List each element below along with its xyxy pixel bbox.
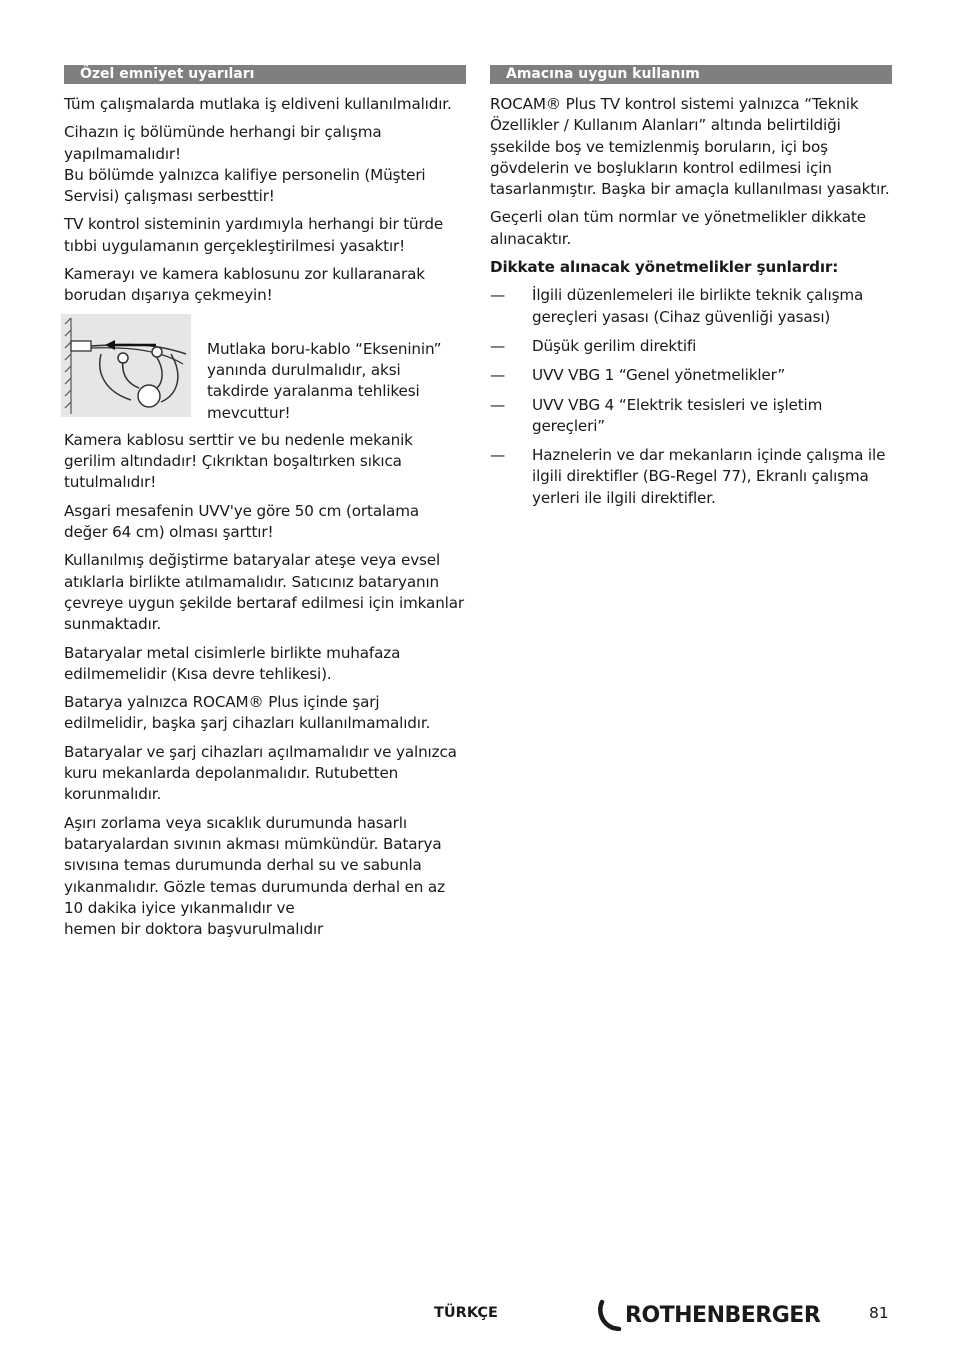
cable-tension-paragraph: Kamera kablosu serttir ve bu nedenle mekanik gerilim altındadır! Çıkrıktan boşaltırken sıkıca tutulmalıdır! [64, 430, 413, 492]
list-item [490, 395, 892, 438]
brand-name: ROTHENBERGER [625, 1302, 821, 1328]
list-item-text: Düşük gerilim direktifi [532, 336, 697, 355]
interior-work-line-1: Cihazın iç bölümünde herhangi bir çalışma yapılmamalıdır! [64, 123, 382, 163]
battery-opening-paragraph: Bataryalar ve şarj cihazları açılmamalıdır ve yalnızca kuru mekanlarda depolanmalıdır. Rutubetten korunmalıdır. [64, 742, 457, 804]
list-item-text: İlgili düzenlemeleri ile birlikte teknik çalışma gereçleri yasası (Cihaz güvenliği yasası) [532, 286, 864, 326]
regulations-list [490, 285, 892, 509]
list-item-text: UVV VBG 1 “Genel yönetmelikler” [532, 366, 786, 385]
axis-warning-text: Mutlaka boru-kablo “Ekseninin” yanında durulmalıdır, aksi takdirde yaralanma tehlikesi mevcuttur! [207, 339, 442, 422]
norms-paragraph: Geçerli olan tüm normlar ve yönetmelikler dikkate alınacaktır. [490, 208, 866, 248]
gloves-paragraph: Tüm çalışmalarda mutlaka iş eldiveni kullanılmalıdır. [64, 95, 452, 113]
right-column [490, 65, 892, 517]
battery-charging-paragraph: Batarya yalnızca ROCAM® Plus içinde şarj edilmelidir, başka şarj cihazları kullanılmamalıdır. [64, 693, 431, 733]
battery-disposal-paragraph: Kullanılmış değiştirme bataryalar ateşe veya evsel atıklarla birlikte atılmamalıdır. Satıcınız bataryanın çevreye uygun şekilde bertaraf edilmesi için imkanlar sunmaktadır. [64, 551, 465, 634]
cable-pull-paragraph: Kamerayı ve kamera kablosunu zor kullaranarak borudan dışarıya çekmeyin! [64, 265, 425, 305]
list-item [490, 445, 892, 509]
dash-marker: — [490, 366, 506, 385]
list-item-text: UVV VBG 4 “Elektrik tesisleri ve işletim gereçleri” [532, 395, 823, 435]
dash-marker: — [490, 395, 506, 414]
left-column [64, 65, 466, 947]
safety-warnings-header: Özel emniyet uyarıları [64, 65, 466, 84]
medical-use-paragraph: TV kontrol sisteminin yardımıyla herhangi bir türde tıbbi uygulamanın gerçekleştirilmesi yasaktır! [64, 215, 444, 255]
footer-language: TÜRKÇE [434, 1305, 498, 1321]
battery-storage-paragraph: Bataryalar metal cisimlerle birlikte muhafaza edilmemelidir (Kısa devre tehlikesi). [64, 643, 401, 683]
list-item-text: Haznelerin ve dar mekanların içinde çalışma ile ilgili direktifler (BG-Regel 77), Ekranlı çalışma yerleri ile ilgili direktifler. [532, 446, 886, 507]
battery-leak-text: Aşırı zorlama veya sıcaklık durumunda hasarlı bataryalardan sıvının akması mümkündür. Batarya sıvısına temas durumunda derhal su ve sabunla yıkanmalıdır. Gözle temas durumunda derhal en az 10 dakika iyice yıkanmalıdır ve [64, 813, 445, 917]
intended-use-paragraph: ROCAM® Plus TV kontrol sistemi yalnızca “Teknik Özellikler / Kullanım Alanları” altında belirtildiği şsekilde boş ve temizlenmiş boruların, içi boş gövdelerin ve boşlukların kontrol edilmesi için tasarlanmıştır. Başka bir amaçla kullanılması yasaktır. [490, 95, 890, 199]
rothenberger-logo [597, 1299, 820, 1331]
axis-warning-text-container [207, 339, 466, 424]
intended-use-header: Amacına uygun kullanım [490, 65, 892, 84]
doctor-advice-text: hemen bir doktora başvurulmalıdır [64, 920, 324, 939]
list-item [490, 365, 892, 386]
axis-warning-block [61, 314, 466, 424]
pipe-cable-warning-illustration [61, 314, 191, 417]
minimum-distance-paragraph: Asgari mesafenin UVV'ye göre 50 cm (ortalama değer 64 cm) olması şarttır! [64, 501, 420, 542]
dash-marker: — [490, 286, 506, 305]
list-item [490, 285, 892, 328]
pipe-wrench-icon [597, 1299, 623, 1331]
page-number: 81 [869, 1304, 889, 1322]
interior-work-paragraph [64, 122, 466, 207]
battery-leak-paragraph [64, 813, 466, 941]
dash-marker: — [490, 336, 506, 355]
interior-work-line-2: Bu bölümde yalnızca kalifiye personelin (Müşteri Servisi) çalışması serbesttir! [64, 165, 426, 206]
list-item [490, 336, 892, 357]
dash-marker: — [490, 446, 506, 465]
regulations-title: Dikkate alınacak yönetmelikler şunlardır: [490, 258, 839, 277]
